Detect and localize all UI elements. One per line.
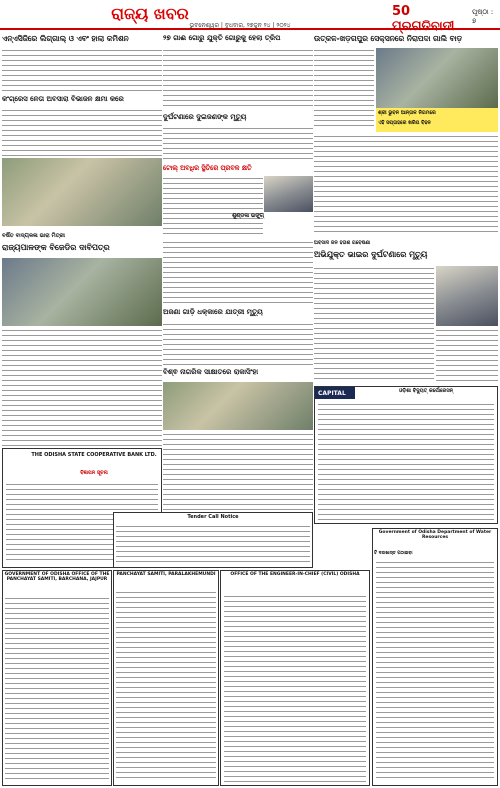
story-4-body xyxy=(2,108,162,156)
page-title: ରାଜ୍ୟ ଖବର xyxy=(111,4,189,23)
story-9-body xyxy=(314,266,434,382)
railway-photo xyxy=(376,48,498,108)
subhead-11: ବର୍ଷିତ ବାଦ୍ୟକଳା ଭାରା ମିତ୍ରୀ xyxy=(2,233,65,239)
engineer-title: OFFICE OF THE ENGINEER-IN-CHIEF (CIVIL) ODISHA xyxy=(230,572,360,577)
notice-title: Tender Call Notice xyxy=(187,514,239,520)
headline-6: ଟୋଲ୍ ଅବଧିର ସ୍ଥିତିରେ ପ୍ରବଳ କ୍ଷତି xyxy=(163,164,252,172)
callout-1: ଶ୍ରୀ ଭୁବନ ଆନ୍ତାଳ ନିଗମରେ xyxy=(378,110,436,116)
gov-left-title: GOVERNMENT OF ODISHA OFFICE OF THE PANCHAYAT SAMITI, BARCHANA, JAJPUR xyxy=(4,572,110,582)
panchayat-title: PANCHAYAT SAMITI, PARALAKHEMUNDI xyxy=(116,572,216,577)
story-1-body xyxy=(2,48,162,92)
headline-4: କଂଗ୍ରେସ ନେତା ଅବସାରା ବିଭାଜନ କ୍ଷମା କରେ xyxy=(2,95,124,103)
story-6-photo xyxy=(264,176,313,212)
story-3-continued xyxy=(314,134,498,234)
story-10-photo xyxy=(163,382,313,430)
bank-subtitle: ବିଜ୍ଞାପନ ସୂଚନା xyxy=(80,470,108,476)
story-9-photo xyxy=(436,266,498,326)
engineer-text xyxy=(224,594,366,782)
story-9-continued xyxy=(436,328,498,382)
page-number: ପୃଷ୍ଠା : ୭ xyxy=(472,8,494,25)
story-6-continued xyxy=(163,240,313,306)
gov-left-text xyxy=(5,596,109,782)
headline-8: ଅଜଣା ଗାଡ଼ି ଧକ୍କାରେ ଯାତ୍ରୀ ମୃତ୍ୟୁ xyxy=(163,308,263,316)
water-title: Government of Odisha Department of Water Resources xyxy=(378,530,492,540)
headline-1: ଏନ୍ଏସିଜିରେ ଲିଗ୍ଗାଲ୍ ଓ ଏବଂ ହାଲା କମିଶନ xyxy=(2,34,129,43)
story-3-body xyxy=(314,48,374,130)
headline-9: ଅଭିଯୁକ୍ତ ଭାଇର ଦୁର୍ଘଟଣାରେ ମୃତ୍ୟୁ xyxy=(314,250,428,259)
story-6-body xyxy=(163,176,263,236)
callout-2: ଏହି ସପ୍ତାହରେ ଖରିପ ବିହନ xyxy=(378,120,431,126)
story-8-body xyxy=(163,322,313,366)
callout-3: ଶୁଣ୍ଡଳା ଭଙ୍ଗ୍ଗ୍ xyxy=(232,213,265,219)
newspaper-logo: 50 ପ୍ରଗତିବାଦୀ xyxy=(392,4,455,34)
capital-text xyxy=(318,402,494,520)
group-photo-2 xyxy=(2,258,162,326)
headline-2: ୨୭ ଗାଈ ଗୋରୁ ଯୁକ୍ତି ଗୋରୁକୁ ହେଲା ତ୍ରିପ xyxy=(163,34,281,42)
story-2-body xyxy=(163,48,313,110)
panchayat-text xyxy=(116,590,216,782)
headline-7: ରାଜ୍ୟପାଳଙ୍କ ବିଜେଡିର ଦାବିପତ୍ର xyxy=(2,243,110,252)
subhead-12: ଅବସାଦ ଜନ ହତାଶ ଗବେଷଣା xyxy=(314,240,371,246)
callout-4: ଟି ଦରଖାସ୍ତ ପଠାଇବା xyxy=(374,551,413,556)
headline-10: ବିଶ୍ଵ ନାଗରିକ ସାକ୍ଷାତରେ ରାକାସିଂହା xyxy=(163,368,259,376)
dateline: ଭୁବନେଶ୍ୱର | ବୁଧବାର, ୨୭ଜୁନ ୨୪ | ୨୦୨୪ xyxy=(189,22,291,29)
group-photo-1 xyxy=(2,158,162,226)
story-10-body xyxy=(163,432,313,510)
headline-3: ଉତ୍କଳ-ଖଡ଼ଗପୁର ସେକ୍ସନରେ ନିରାପଦା ଗାଲି ବାଡ଼ xyxy=(314,34,463,43)
capital-title: ଓଡ଼ିଶା ବିଦ୍ୟୁତ୍ କର୍ପୋରେସନ୍ xyxy=(398,388,454,394)
water-text xyxy=(376,560,494,782)
headline-5: ଦୁର୍ଘଟଣାରେ ଦୁଇଜଣଙ୍କ ମୃତ୍ୟୁ xyxy=(163,113,247,121)
capital-band: CAPITAL xyxy=(315,387,355,399)
story-7-body xyxy=(2,328,162,446)
bank-title: THE ODISHA STATE COOPERATIVE BANK LTD. xyxy=(31,452,157,458)
notice-text xyxy=(116,524,310,564)
story-5-body xyxy=(163,126,313,162)
